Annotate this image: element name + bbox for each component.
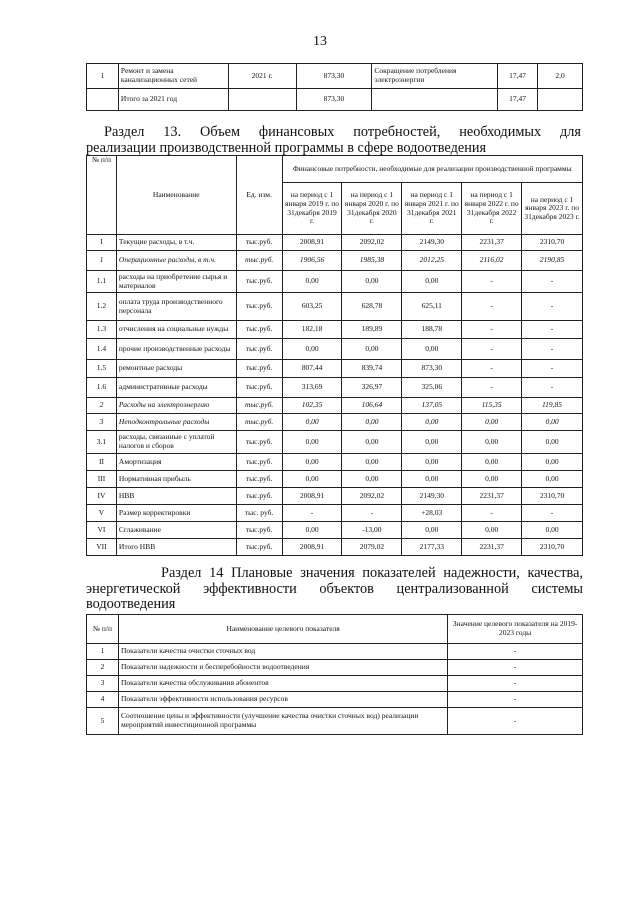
table-row [87,488,583,505]
row-number: 3 [87,676,119,692]
row-name: Операционные расходы, в т.ч. [116,251,236,271]
section-14-line-1: Раздел 14 Плановые значения показателей надежности, качества, [161,565,583,581]
section-13-line-2: реализации производственной программы в сфере водоотведения [86,140,487,156]
row-value: 2190,85 [522,251,583,271]
header-indicator-name: Наименование целевого показателя [118,615,447,644]
indicator-name: Соотношение цены и эффективности (улучшение качества очистки сточных вод) реализации мероприятий инвестиционной программы [118,708,447,735]
section-14-heading-cont [86,582,583,612]
section-13-line-1: Раздел 13. Объем финансовых потребностей, необходимых для [104,124,581,140]
row-value: - [462,378,522,398]
section-13-heading-cont [86,141,586,156]
row-number: 2 [87,398,117,414]
row-value: - [282,505,342,522]
header-name: Наименование [116,156,236,235]
row-value: 0,00 [282,339,342,360]
measure-value-1: 17,47 [498,89,538,111]
row-number: 1.1 [87,271,117,293]
row-value: 0,00 [282,454,342,471]
measure-value-2: 2,0 [538,64,583,89]
row-value: 839,74 [342,360,402,378]
row-number: IV [87,488,117,505]
row-value: 0,00 [462,471,522,488]
table-row [87,321,583,339]
row-value: - [522,360,583,378]
row-value: 137,05 [402,398,462,414]
row-number: 1 [87,251,117,271]
header-period: на период с 1 января 2021 г. по 31декабря 2021 г. [402,183,462,235]
row-number: 2 [87,660,119,676]
table-row [87,271,583,293]
row-unit: тыс.руб. [236,360,282,378]
row-value: 0,00 [402,339,462,360]
row-value: 2012,25 [402,251,462,271]
row-unit: тыс.руб. [236,271,282,293]
measure-value-1: 17,47 [498,64,538,89]
table-row [87,398,583,414]
row-value: 0,00 [342,431,402,454]
row-number: II [87,454,117,471]
table-row [87,522,583,539]
measure-amount: 873,30 [296,89,372,111]
row-value: 2177,33 [402,539,462,556]
measure-name: Итого за 2021 год [118,89,228,111]
table-row [87,235,583,251]
row-value: 0,00 [402,431,462,454]
measure-year: 2021 г. [228,64,296,89]
row-number [87,89,119,111]
row-unit: тыс.руб. [236,321,282,339]
row-value: 0,00 [282,522,342,539]
row-name: Размер корректировки [116,505,236,522]
row-value: +28,03 [402,505,462,522]
row-name: отчисления на социальные нужды [116,321,236,339]
row-unit: тыс.руб. [236,398,282,414]
row-value: 0,00 [522,431,583,454]
measure-year [228,89,296,111]
row-unit: тыс.руб. [236,539,282,556]
header-number: № п/п [87,156,117,235]
section-14-line-2: энергетической эффективности объектов централизованной системы [86,581,583,597]
table-row [87,251,583,271]
table-row [87,644,583,660]
indicator-value: - [448,644,583,660]
row-number: VII [87,539,117,556]
row-number: 1 [87,64,119,89]
table-row [87,89,583,111]
header-period: на период с 1 января 2022 г. по 31декабря 2022 г. [462,183,522,235]
row-value: 2231,37 [462,488,522,505]
target-indicators-table [86,614,583,735]
row-name: Текущие расходы, в т.ч. [116,235,236,251]
row-value: - [522,505,583,522]
table-row [87,471,583,488]
row-value: 2149,30 [402,488,462,505]
table-row [87,676,583,692]
indicator-name: Показатели качества очистки сточных вод [118,644,447,660]
section-14-heading [161,566,583,581]
row-unit: тыс.руб. [236,488,282,505]
financial-needs-table [86,155,583,556]
indicator-name: Показатели качества обслуживания абонентов [118,676,447,692]
row-number: III [87,471,117,488]
row-value: - [462,271,522,293]
row-value: - [462,293,522,321]
header-period: на период с 1 января 2020 г. по 31декабря 2020 г. [342,183,402,235]
header-number: № п/п [87,615,119,644]
row-unit: тыс.руб. [236,471,282,488]
row-number: 1.6 [87,378,117,398]
row-value: 2116,02 [462,251,522,271]
row-value: 0,00 [462,454,522,471]
row-unit: тыс.руб. [236,431,282,454]
row-value: 2231,37 [462,539,522,556]
row-value: 2008,91 [282,539,342,556]
row-unit: тыс.руб. [236,414,282,431]
row-value: 2092,02 [342,235,402,251]
row-value: 0,00 [282,431,342,454]
row-value: 115,35 [462,398,522,414]
header-indicator-value: Значение целевого показателя на 2019-2023 годы [448,615,583,644]
row-value: 2092,02 [342,488,402,505]
indicator-name: Показатели эффективности использования ресурсов [118,692,447,708]
row-value: - [462,360,522,378]
row-value: 0,00 [462,414,522,431]
row-value: 625,11 [402,293,462,321]
indicator-value: - [448,676,583,692]
row-value: 189,89 [342,321,402,339]
row-name: расходы, связанные с уплатой налогов и сборов [116,431,236,454]
row-value: 2079,02 [342,539,402,556]
row-value: 0,00 [462,522,522,539]
header-financial-needs: Финансовые потребности, необходимые для реализации производственной программы [282,156,582,183]
row-name: ремонтные расходы [116,360,236,378]
measure-amount: 873,30 [296,64,372,89]
row-value: 0,00 [462,431,522,454]
row-value: 0,00 [402,271,462,293]
row-value: 2310,70 [522,539,583,556]
row-number: 1.3 [87,321,117,339]
table-row [87,64,583,89]
row-value: 2310,70 [522,488,583,505]
row-value: 0,00 [522,471,583,488]
row-value: - [522,293,583,321]
row-name: НВВ [116,488,236,505]
table-row [87,378,583,398]
row-name: Расходы на электроэнергию [116,398,236,414]
indicator-name: Показатели надежности и бесперебойности водоотведения [118,660,447,676]
indicator-value: - [448,708,583,735]
row-value: 628,78 [342,293,402,321]
table-row [87,708,583,735]
row-unit: тыс.руб. [236,235,282,251]
row-value: 0,00 [522,522,583,539]
row-value: 0,00 [282,414,342,431]
row-value: 603,25 [282,293,342,321]
row-number: 1.4 [87,339,117,360]
row-number: 1.5 [87,360,117,378]
row-unit: тыс.руб. [236,378,282,398]
row-value: 1985,38 [342,251,402,271]
measure-effect [372,89,498,111]
table-row [87,539,583,556]
table-row [87,414,583,431]
row-value: 2149,30 [402,235,462,251]
section-13-heading [104,125,581,140]
row-value: 0,00 [522,454,583,471]
row-value: 0,00 [402,454,462,471]
row-value: - [462,339,522,360]
row-value: 873,30 [402,360,462,378]
row-value: 2231,37 [462,235,522,251]
row-unit: тыс. руб. [236,505,282,522]
row-value: - [462,321,522,339]
row-unit: тыс.руб. [236,293,282,321]
row-name: Нормативная прибыль [116,471,236,488]
row-value: 0,00 [402,522,462,539]
investment-measures-table [86,63,583,111]
row-number: 3.1 [87,431,117,454]
row-name: расходы на приобретение сырья и материалов [116,271,236,293]
row-value: 313,69 [282,378,342,398]
row-value: - [522,321,583,339]
row-value: 182,18 [282,321,342,339]
row-number: I [87,235,117,251]
row-number: 1 [87,644,119,660]
row-value: 0,00 [282,271,342,293]
row-value: - [462,505,522,522]
table-row [87,339,583,360]
table-row [87,660,583,676]
table-row [87,431,583,454]
measure-name: Ремонт и замена канализационных сетей [118,64,228,89]
row-number: 1.2 [87,293,117,321]
row-value: 188,78 [402,321,462,339]
row-number: VI [87,522,117,539]
row-name: Сглаживание [116,522,236,539]
row-value: 0,00 [342,339,402,360]
row-value: 0,00 [402,414,462,431]
table-row [87,360,583,378]
header-unit: Ед. изм. [236,156,282,235]
row-unit: тыс.руб. [236,339,282,360]
row-value: 1906,56 [282,251,342,271]
row-name: прочие производственные расходы [116,339,236,360]
row-value: 119,85 [522,398,583,414]
header-period: на период с 1 января 2019 г. по 31декабря 2019 г. [282,183,342,235]
row-number: 5 [87,708,119,735]
row-value: 0,00 [342,271,402,293]
measure-value-2 [538,89,583,111]
row-value: - [522,271,583,293]
row-number: 4 [87,692,119,708]
row-value: 0,00 [342,454,402,471]
row-name: оплата труда производственного персонала [116,293,236,321]
row-name: административные расходы [116,378,236,398]
row-value: - [342,505,402,522]
table-row [87,293,583,321]
row-value: 0,00 [342,414,402,431]
row-name: Неподконтрольные расходы [116,414,236,431]
row-value: 325,06 [402,378,462,398]
row-unit: тыс.руб. [236,454,282,471]
table-row [87,454,583,471]
row-value: 0,00 [282,471,342,488]
row-value: 106,64 [342,398,402,414]
row-value: 2310,70 [522,235,583,251]
row-unit: тыс.руб. [236,522,282,539]
row-value: 0,00 [402,471,462,488]
indicator-value: - [448,692,583,708]
row-value: 2008,91 [282,235,342,251]
row-name: Амортизация [116,454,236,471]
row-unit: тыс.руб. [236,251,282,271]
page-number: 13 [313,34,327,49]
row-value: 102,35 [282,398,342,414]
measure-effect: Сокращение потребления электроэнергии [372,64,498,89]
row-value: 326,97 [342,378,402,398]
indicator-value: - [448,660,583,676]
row-value: - [522,339,583,360]
table-row [87,692,583,708]
row-value: 807,44 [282,360,342,378]
row-number: 3 [87,414,117,431]
header-period: на период с 1 января 2023 г. по 31декабря 2023 г. [522,183,583,235]
row-value: -13,00 [342,522,402,539]
row-name: Итого НВВ [116,539,236,556]
section-14-line-3: водоотведения [86,596,176,612]
row-value: - [522,378,583,398]
row-value: 0,00 [342,471,402,488]
row-value: 0,00 [522,414,583,431]
row-value: 2008,91 [282,488,342,505]
row-number: V [87,505,117,522]
table-row [87,505,583,522]
